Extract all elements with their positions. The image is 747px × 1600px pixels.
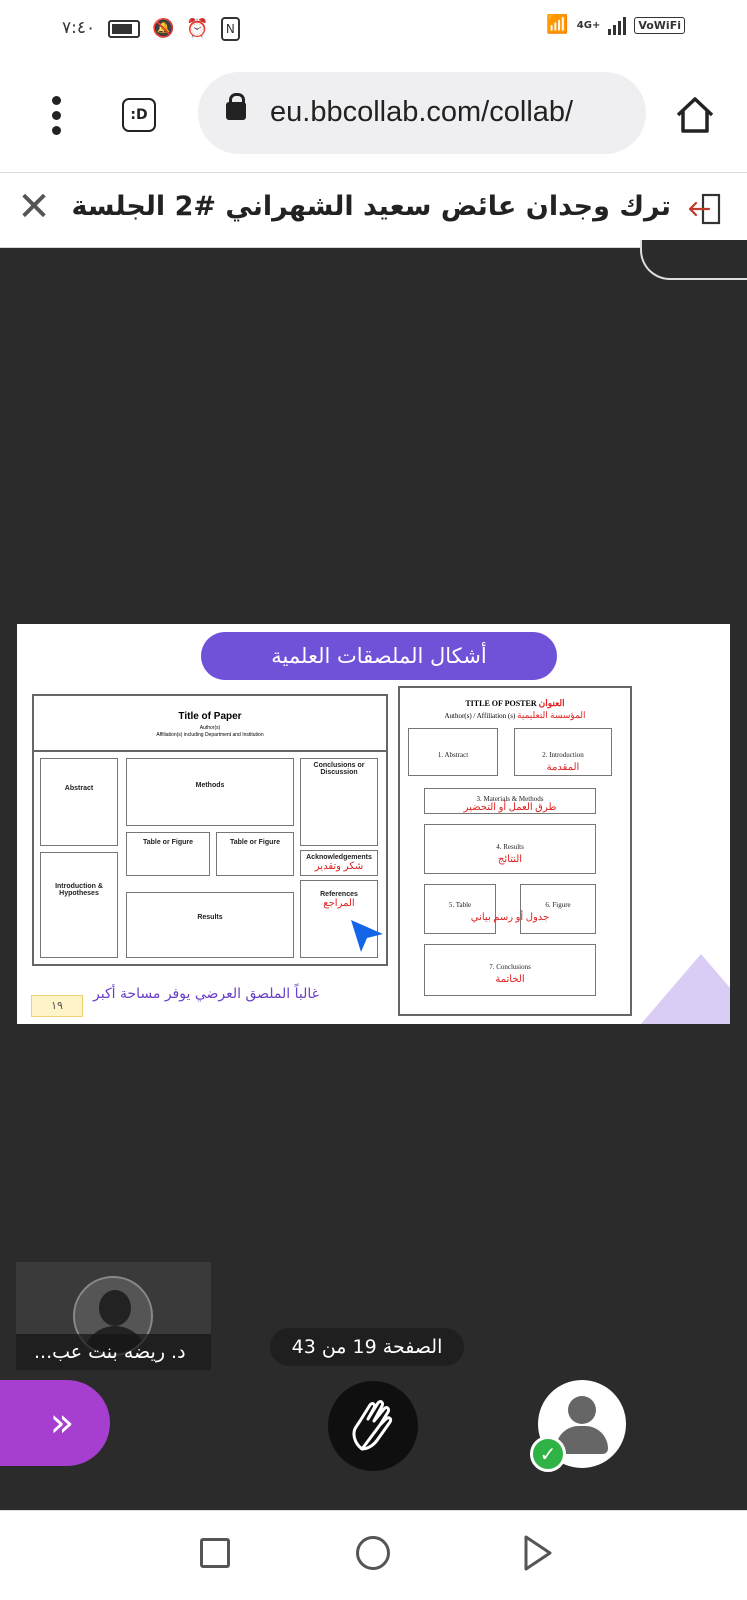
poster-b-methods-ar: طرق العمل أو التحضير (463, 802, 557, 813)
poster-a-table-figure-1: Table or Figure (126, 832, 210, 876)
dnd-icon: 🔕 (152, 18, 175, 39)
poster-landscape (32, 694, 388, 966)
poster-b-methods (424, 788, 596, 814)
poster-b-introduction (514, 728, 612, 776)
poster-b-methods-en: 3. Materials & Methods (476, 795, 544, 803)
poster-a-acknowledgements (300, 850, 378, 876)
poster-b-title (400, 698, 630, 709)
poster-b-abstract: 1. Abstract (408, 728, 498, 776)
wifi-calling-icon: 📶 (546, 14, 569, 35)
poster-b-conclusions-en: 7. Conclusions (489, 963, 531, 971)
session-title: ترك وجدان عائض سعيد الشهراني #2 الجلسة (71, 191, 671, 222)
close-icon[interactable]: ✕ (17, 184, 51, 230)
poster-b-table-figure-ar (460, 912, 560, 928)
leave-session-icon[interactable] (687, 191, 723, 227)
status-icons-right (546, 15, 685, 35)
menu-dots-icon[interactable] (48, 96, 64, 135)
poster-a-references-ar: المراجع (323, 898, 355, 909)
battery-icon (108, 20, 140, 38)
poster-a-acknowledgements-ar: شكر وتقدير (314, 861, 364, 872)
slide-caption: غالباً الملصق العرضي يوفر مساحة أكبر (93, 986, 319, 1002)
poster-b-authors-en: Author(s) / Affiliation (s) (444, 712, 516, 720)
pointer-cursor-icon (347, 916, 387, 956)
check-icon: ✓ (530, 1436, 566, 1472)
profile-head (568, 1396, 596, 1424)
expand-panel-button[interactable]: » (0, 1380, 110, 1466)
poster-b-introduction-ar: المقدمة (546, 762, 580, 773)
home-nav-icon[interactable] (356, 1536, 390, 1570)
poster-b-results-en: 4. Results (496, 843, 524, 851)
tab-switcher-button[interactable]: :D (122, 98, 156, 132)
poster-portrait (398, 686, 632, 1016)
poster-b-table: 5. Table (424, 884, 496, 934)
poster-b-conclusions-ar: الخاتمة (495, 974, 525, 985)
poster-a-introduction: Introduction & Hypotheses (40, 852, 118, 958)
vowifi-badge: VoWiFi (634, 17, 685, 34)
poster-a-title: Title of Paper (178, 711, 242, 722)
raise-hand-button[interactable] (328, 1381, 418, 1471)
raise-hand-icon (348, 1399, 398, 1453)
poster-b-authors (400, 710, 630, 721)
poster-b-authors-ar: المؤسسة التعليمية (517, 710, 586, 720)
collab-stage (0, 248, 747, 1510)
browser-toolbar (0, 58, 747, 172)
poster-b-conclusions (424, 944, 596, 996)
poster-a-results: Results (126, 892, 294, 958)
panel-corner-tab[interactable] (640, 240, 747, 280)
participant-name: د. ريضه بنت عب... (16, 1334, 211, 1370)
poster-a-table-figure-2: Table or Figure (216, 832, 294, 876)
home-icon[interactable] (674, 94, 716, 136)
shared-slide (17, 624, 730, 1024)
poster-b-title-ar: العنوان (538, 698, 565, 708)
poster-a-authors: Author(s) (199, 725, 221, 731)
system-nav-bar (0, 1510, 747, 1600)
status-bar (0, 0, 747, 58)
poster-a-affiliation: Affiliation(s) including Department and Institution (156, 732, 264, 738)
poster-a-references-en: References (320, 891, 358, 898)
recent-apps-icon[interactable] (200, 1538, 230, 1568)
lock-icon[interactable] (226, 102, 246, 120)
poster-b-results-ar: النتائج (497, 854, 523, 865)
alarm-icon: ⏰ (186, 18, 209, 39)
status-time: ٧:٤٠ (62, 18, 96, 38)
page-indicator: الصفحة 19 من 43 (270, 1328, 464, 1366)
address-bar[interactable] (198, 72, 646, 154)
poster-a-acknowledgements-en: Acknowledgements (306, 854, 372, 861)
network-label: 4G+ (576, 19, 601, 31)
poster-b-figure: 6. Figure (520, 884, 596, 934)
status-icons-left (108, 17, 240, 41)
poster-a-abstract: Abstract (40, 758, 118, 846)
poster-a-header (34, 696, 386, 752)
poster-a-methods: Methods (126, 758, 294, 826)
signal-icon (608, 15, 626, 35)
poster-b-results (424, 824, 596, 874)
poster-a-conclusions: Conclusions or Discussion (300, 758, 378, 846)
nfc-icon: N (221, 17, 240, 41)
slide-decoration (641, 954, 730, 1024)
back-nav-icon[interactable] (520, 1533, 554, 1573)
slide-title: أشكال الملصقات العلمية (201, 632, 557, 680)
url-text[interactable]: eu.bbcollab.com/collab/ (270, 96, 574, 128)
session-header (0, 172, 747, 248)
participant-tile[interactable] (16, 1262, 211, 1370)
poster-b-introduction-en: 2. Introduction (542, 751, 584, 759)
poster-b-title-en: TITLE OF POSTER (465, 699, 537, 708)
poster-b-table-figure-ar-text: جدول أو رسم بياني (470, 912, 550, 923)
slide-number: ١٩ (31, 995, 83, 1017)
